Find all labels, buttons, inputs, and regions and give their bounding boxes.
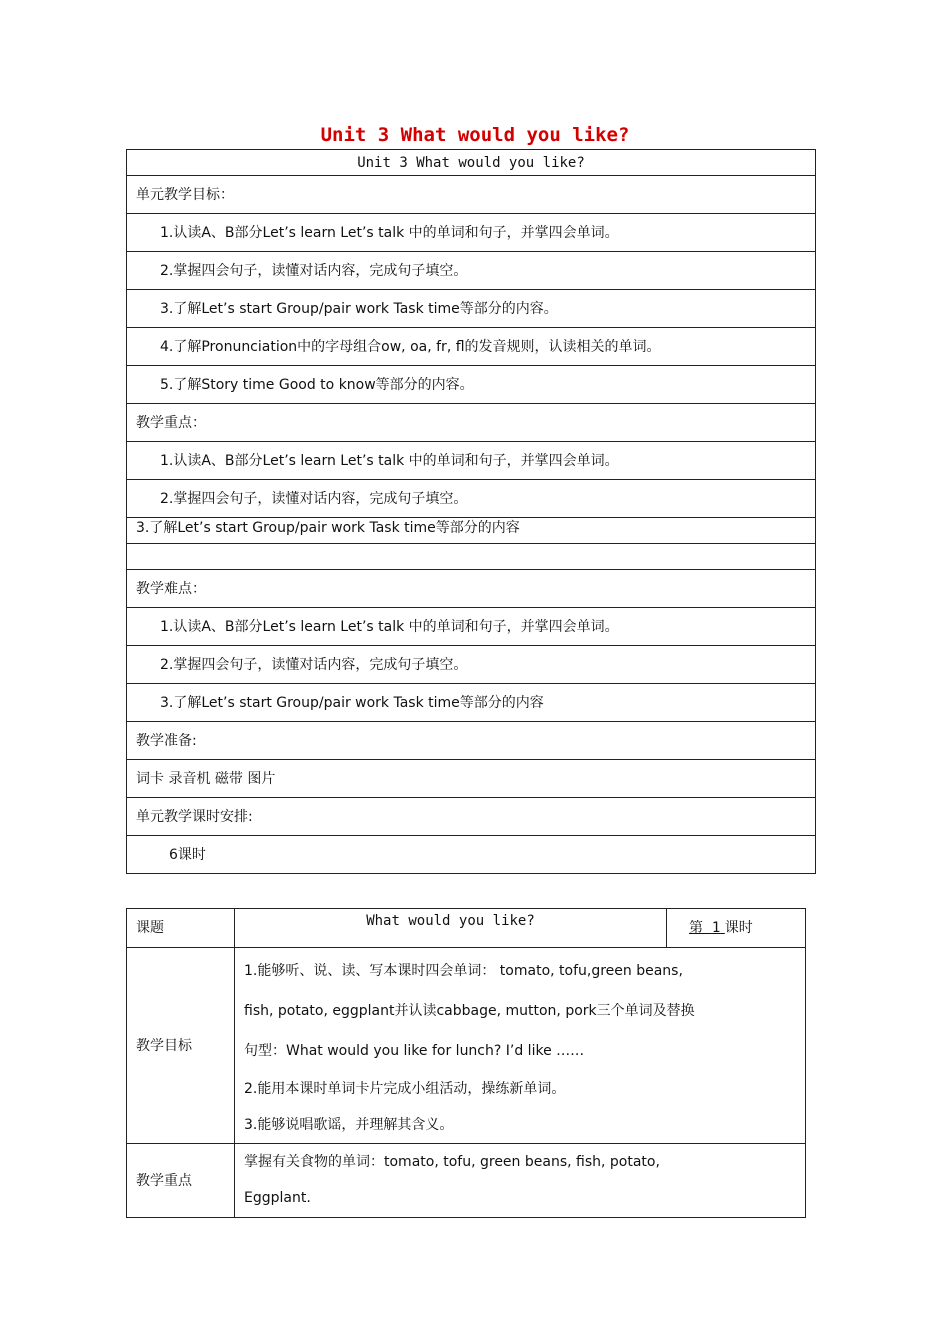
key-point-item: 1.认读A、B部分Let’s learn Let’s talk 中的单词和句子，并掌四会单词。 [127,442,816,480]
key-point-item: 2.掌握四会句子，读懂对话内容，完成句子填空。 [127,480,816,518]
unit-plan-table [126,149,816,874]
objective-item: 2.掌握四会句子，读懂对话内容，完成句子填空。 [127,252,816,290]
key-label: 教学重点 [127,1144,235,1218]
key-line: 掌握有关食物的单词：tomato, tofu, green beans, fish, potato, [244,1154,660,1170]
lesson-prefix: 第 [689,920,703,936]
lesson-plan-table [126,908,806,1218]
lesson-number-cell [667,909,806,948]
schedule-text: 6课时 [127,836,816,874]
schedule-heading: 单元教学课时安排: [127,798,816,836]
difficulty-item: 1.认读A、B部分Let’s learn Let’s talk 中的单词和句子，并掌四会单词。 [127,608,816,646]
key-line: Eggplant. [244,1190,311,1206]
objective-line: fish, potato, eggplant并认读cabbage, mutton, pork三个单词及替换 [244,1003,695,1019]
key-points-heading: 教学重点： [127,404,816,442]
preparation-text: 词卡 录音机 磁带 图片 [127,760,816,798]
objective-item: 4.了解Pronunciation中的字母组合ow, oa, fr, fl的发音规则，认读相关的单词。 [127,328,816,366]
objective-item: 5.了解Story time Good to know等部分的内容。 [127,366,816,404]
lesson-key-points [235,1144,806,1218]
objective-line: 1.能够听、说、读、写本课时四会单词： tomato, tofu,green beans, [244,963,683,979]
unit-subtitle: Unit 3 What would you like? [127,150,816,176]
objective-line: 句型：What would you like for lunch? I’d like …… [244,1043,585,1059]
topic-label: 课题 [127,909,235,948]
difficulty-item: 3.了解Let’s start Group/pair work Task time等部分的内容 [127,684,816,722]
topic-text: What would you like? [235,909,667,948]
difficulty-item: 2.掌握四会句子，读懂对话内容，完成句子填空。 [127,646,816,684]
difficulties-heading: 教学难点： [127,570,816,608]
page-title: Unit 3 What would you like? [320,124,630,146]
empty-row [127,544,816,570]
objective-item: 1.认读A、B部分Let’s learn Let’s talk 中的单词和句子，并掌四会单词。 [127,214,816,252]
objective-line: 3.能够说唱歌谣，并理解其含义。 [244,1117,454,1133]
lesson-number: 1 [711,920,721,936]
lesson-suffix: 课时 [724,920,753,936]
objective-item: 3.了解Let’s start Group/pair work Task time等部分的内容。 [127,290,816,328]
preparation-heading: 教学准备: [127,722,816,760]
objective-line: 2.能用本课时单词卡片完成小组活动，操练新单词。 [244,1081,566,1097]
objectives-heading: 单元教学目标： [127,176,816,214]
key-point-item: 3.了解Let’s start Group/pair work Task time等部分的内容 [127,518,816,544]
lesson-objectives [235,948,806,1144]
lesson-number-underlined [689,920,725,936]
objectives-label: 教学目标 [127,948,235,1144]
